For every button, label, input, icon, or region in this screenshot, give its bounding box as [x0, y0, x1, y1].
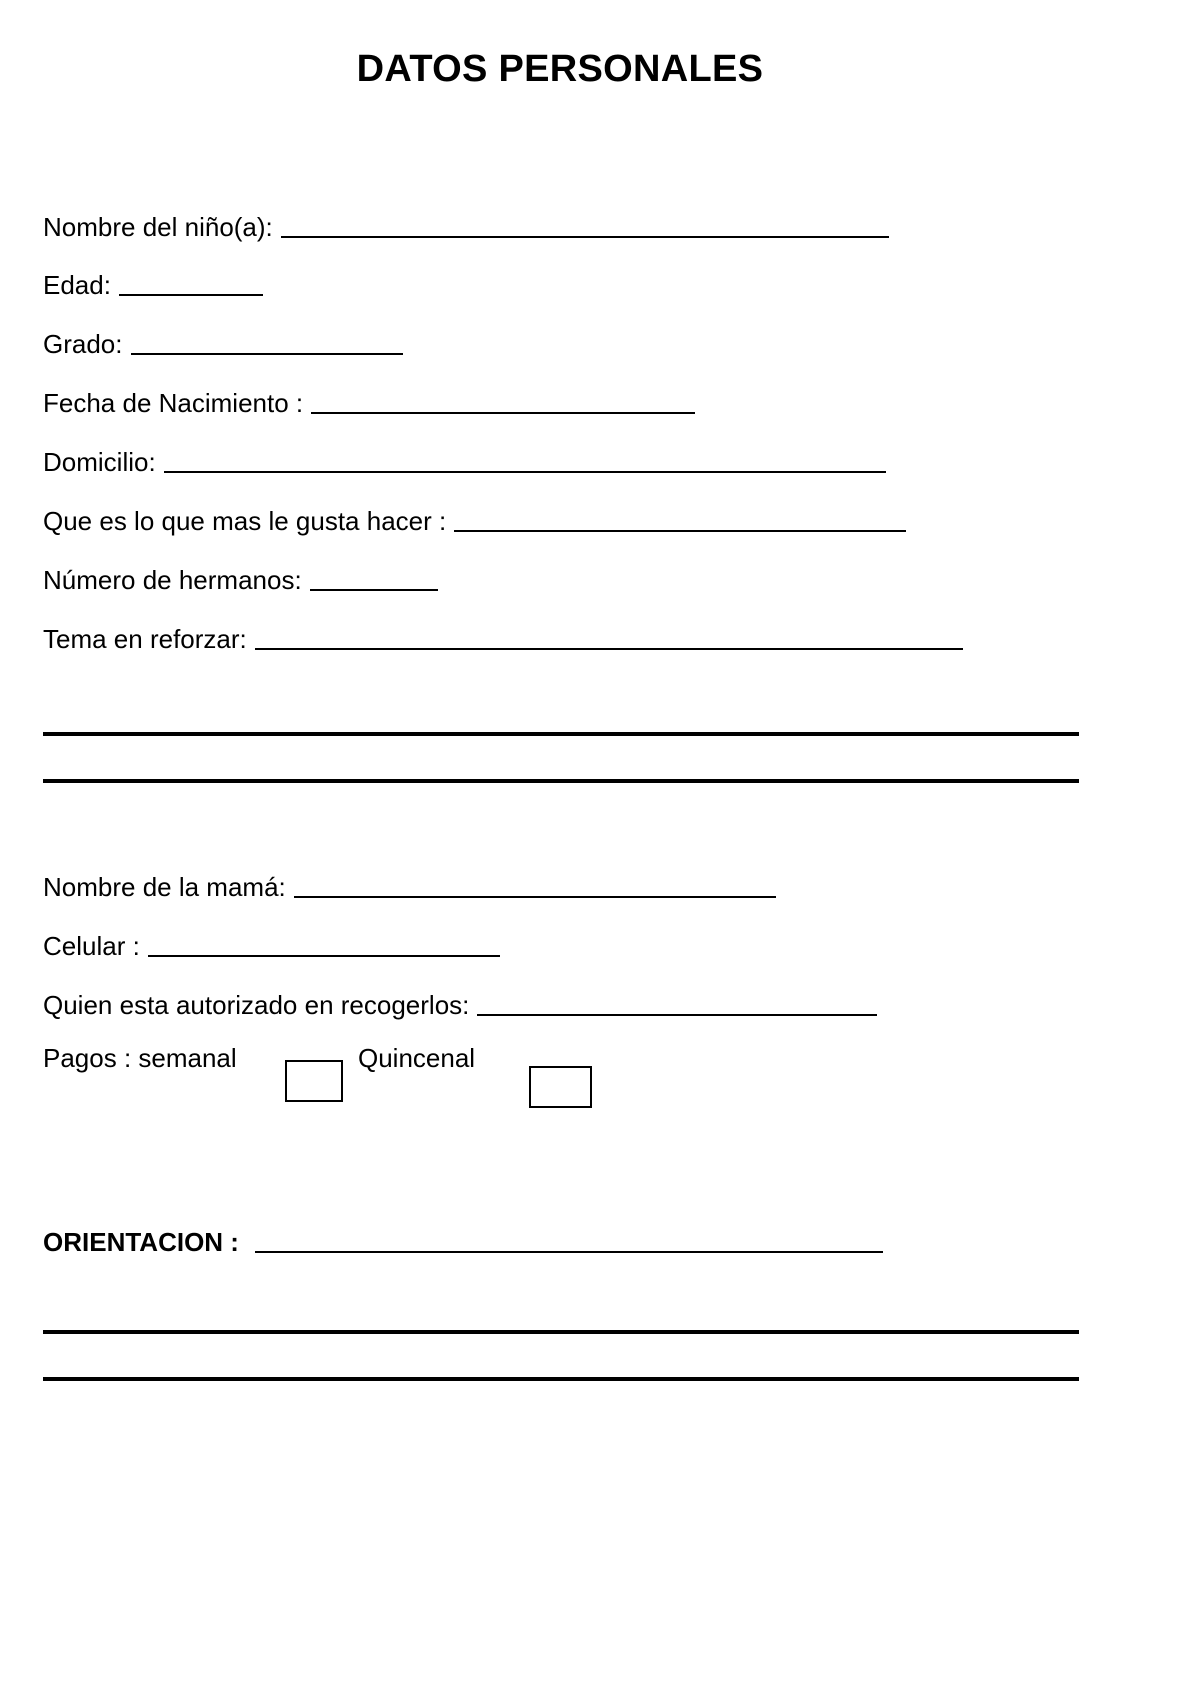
orientation-field[interactable] — [255, 1251, 883, 1253]
orientation-extra-line-1[interactable] — [43, 1330, 1079, 1334]
child-name-label: Nombre del niño(a): — [43, 212, 273, 242]
likes-row — [43, 500, 906, 536]
payments-biweekly-label: Quincenal — [358, 1043, 476, 1073]
grade-label: Grado: — [43, 329, 123, 359]
phone-label: Celular : — [43, 931, 140, 961]
orientation-extra-line-2[interactable] — [43, 1377, 1079, 1381]
siblings-row — [43, 559, 438, 595]
topic-extra-line-2[interactable] — [43, 779, 1079, 783]
siblings-field[interactable] — [310, 589, 438, 591]
topic-row — [43, 618, 963, 654]
mother-name-row — [43, 866, 776, 902]
authorized-field[interactable] — [477, 1014, 877, 1016]
grade-field[interactable] — [131, 353, 403, 355]
address-row — [43, 441, 886, 477]
payments-row — [43, 1040, 237, 1076]
payments-weekly-label: Pagos : semanal — [43, 1043, 237, 1073]
age-field[interactable] — [119, 294, 263, 296]
authorized-label: Quien esta autorizado en recogerlos: — [43, 990, 470, 1020]
payments-biweekly-row — [358, 1040, 475, 1076]
birth-date-row — [43, 382, 695, 418]
likes-label: Que es lo que mas le gusta hacer : — [43, 506, 447, 536]
grade-row — [43, 323, 403, 359]
biweekly-checkbox[interactable] — [529, 1066, 592, 1108]
topic-extra-line-1[interactable] — [43, 732, 1079, 736]
mother-name-field[interactable] — [294, 896, 776, 898]
child-name-field[interactable] — [281, 236, 889, 238]
address-label: Domicilio: — [43, 447, 156, 477]
orientation-label: ORIENTACION : — [43, 1227, 239, 1257]
page-title: DATOS PERSONALES — [356, 48, 764, 90]
siblings-label: Número de hermanos: — [43, 565, 302, 595]
topic-field[interactable] — [255, 648, 963, 650]
weekly-checkbox[interactable] — [285, 1060, 343, 1102]
age-label: Edad: — [43, 270, 111, 300]
topic-label: Tema en reforzar: — [43, 624, 247, 654]
orientation-row — [43, 1221, 883, 1257]
mother-name-label: Nombre de la mamá: — [43, 872, 286, 902]
phone-row — [43, 925, 500, 961]
birth-date-field[interactable] — [311, 412, 695, 414]
age-row — [43, 264, 263, 300]
likes-field[interactable] — [454, 530, 906, 532]
address-field[interactable] — [164, 471, 886, 473]
birth-date-label: Fecha de Nacimiento : — [43, 388, 304, 418]
phone-field[interactable] — [148, 955, 500, 957]
authorized-row — [43, 984, 877, 1020]
child-name-row — [43, 206, 889, 242]
